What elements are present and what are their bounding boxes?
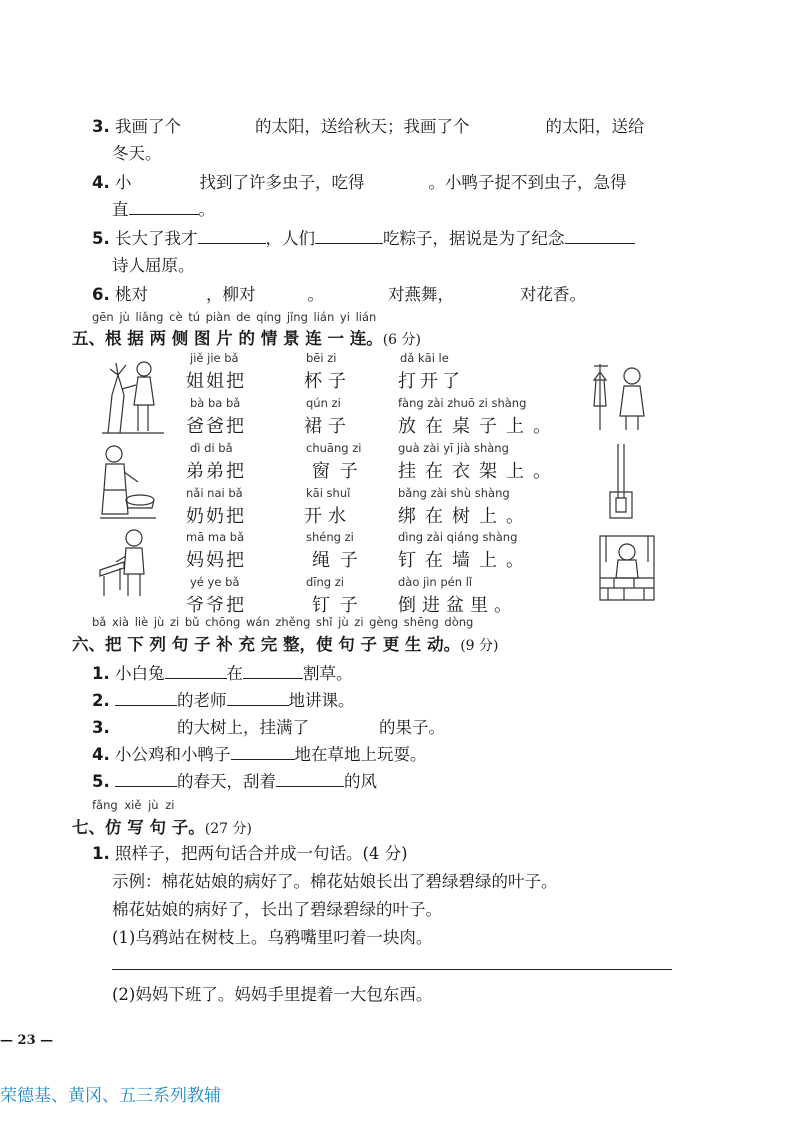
question-text: 割草。 xyxy=(303,664,353,683)
pinyin: dīng zi xyxy=(306,575,344,589)
question-7-1 xyxy=(92,843,408,865)
question-text: 桃对 xyxy=(115,285,148,304)
question-text: 照样子，把两句话合并成一句话。(4 分) xyxy=(115,844,408,863)
pinyin: bēi zi xyxy=(306,351,337,365)
question-4-4-cont xyxy=(112,199,215,221)
question-number: 1. xyxy=(92,844,110,863)
grandma-at-wall-illustration xyxy=(596,532,658,602)
question-6-5 xyxy=(92,771,377,793)
match-left-item[interactable]: 奶奶把 xyxy=(186,506,246,527)
question-text: 的果子。 xyxy=(379,718,445,737)
question-text: 小公鸡和小鸭子 xyxy=(115,745,231,764)
question-6-1 xyxy=(92,663,353,685)
question-text: 的风 xyxy=(344,772,377,791)
pinyin: dǎ kāi le xyxy=(400,351,449,365)
question-4-4 xyxy=(92,172,627,194)
question-number: 4. xyxy=(92,173,110,192)
match-middle-item[interactable]: 绳 子 xyxy=(312,550,360,571)
pinyin: kāi shuǐ xyxy=(306,486,351,500)
match-middle-item[interactable]: 裙子 xyxy=(304,416,352,437)
question-number: 3. xyxy=(92,718,110,737)
answer-blank[interactable] xyxy=(243,663,303,679)
question-number: 6. xyxy=(92,285,110,304)
pinyin: shéng zi xyxy=(306,530,354,544)
answer-blank[interactable] xyxy=(165,663,227,679)
page-number: — 23 — xyxy=(0,1033,54,1048)
example-line-2: 棉花姑娘的病好了，长出了碧绿碧绿的叶子。 xyxy=(112,900,442,919)
question-number: 4. xyxy=(92,745,110,764)
answer-blank[interactable] xyxy=(115,771,177,787)
question-number: 1. xyxy=(92,664,110,683)
question-number: 2. xyxy=(92,691,110,710)
match-right-item[interactable]: 挂在衣架上。 xyxy=(398,461,560,482)
pinyin: bà ba bǎ xyxy=(190,396,241,410)
pinyin: mā ma bǎ xyxy=(186,530,245,544)
question-6-3 xyxy=(92,717,445,739)
answer-blank[interactable] xyxy=(115,690,177,706)
section-title-text: 六、把 下 列 句 子 补 充 完 整，使 句 子 更 生 动。 xyxy=(72,635,461,654)
question-6-2 xyxy=(92,690,355,712)
section-5-pinyin: gēn jù liǎng cè tú piàn de qíng jǐng lián yi lián xyxy=(92,310,377,324)
question-text: 对花香。 xyxy=(520,285,586,304)
question-text: 直 xyxy=(112,200,129,219)
match-middle-item[interactable]: 钉 子 xyxy=(312,595,360,616)
match-left-item[interactable]: 姐姐把 xyxy=(186,371,246,392)
person-pouring-water-illustration xyxy=(98,442,158,522)
pinyin: yé ye bǎ xyxy=(190,575,240,589)
question-text: 的大树上，挂满了 xyxy=(177,718,309,737)
question-text: 小 xyxy=(115,173,132,192)
question-text: 的春天，刮着 xyxy=(177,772,276,791)
sub-question-2: (2)妈妈下班了。妈妈手里提着一大包东西。 xyxy=(112,985,433,1004)
pinyin: dào jìn pén lǐ xyxy=(398,575,473,589)
question-text: 我画了个 xyxy=(115,117,181,136)
question-4-5 xyxy=(92,228,635,250)
question-text: 对燕舞， xyxy=(388,285,454,304)
answer-blank[interactable] xyxy=(227,690,289,706)
section-score: (6 分) xyxy=(382,332,421,348)
answer-blank[interactable] xyxy=(315,228,383,244)
example-line-1: 示例：棉花姑娘的病好了。棉花姑娘长出了碧绿碧绿的叶子。 xyxy=(112,872,558,891)
answer-blank[interactable] xyxy=(231,744,295,760)
question-text: 地讲课。 xyxy=(288,691,355,710)
window-illustration xyxy=(604,442,638,520)
question-text: 在 xyxy=(226,664,243,683)
question-text: 。 xyxy=(307,285,324,304)
pinyin: guà zài yī jià shàng xyxy=(398,441,509,455)
question-text: ，人们 xyxy=(265,229,315,248)
section-6-title xyxy=(72,631,498,655)
question-4-6 xyxy=(92,284,586,306)
pinyin: nǎi nai bǎ xyxy=(186,486,243,500)
question-4-3 xyxy=(92,116,645,138)
section-title-text: 五、根 据 两 侧 图 片 的 情 景 连 一 连。 xyxy=(72,329,383,348)
section-7-pinyin: fǎng xiě jù zi xyxy=(92,798,175,812)
match-middle-item[interactable]: 窗 子 xyxy=(312,461,360,482)
match-right-item[interactable]: 打开了 xyxy=(398,371,464,392)
question-6-4 xyxy=(92,744,427,766)
sub-question-1: (1)乌鸦站在树枝上。乌鸦嘴里叼着一块肉。 xyxy=(112,928,433,947)
match-left-item[interactable]: 妈妈把 xyxy=(186,550,246,571)
girl-with-hanger-illustration xyxy=(592,362,656,432)
pinyin: fàng zài zhuō zi shàng xyxy=(398,396,527,410)
question-text: 的老师 xyxy=(177,691,227,710)
match-right-item[interactable]: 绑在树上。 xyxy=(398,506,533,527)
match-right-item[interactable]: 钉在墙上。 xyxy=(398,550,533,571)
question-text: 。 xyxy=(198,200,215,219)
match-right-item[interactable]: 放在桌子上。 xyxy=(398,416,560,437)
section-score: (27 分) xyxy=(204,821,252,837)
question-text: 吃粽子，据说是为了纪念 xyxy=(383,229,565,248)
match-middle-item[interactable]: 杯子 xyxy=(304,371,352,392)
answer-blank[interactable] xyxy=(276,771,344,787)
match-right-item[interactable]: 倒进盆里。 xyxy=(398,595,518,616)
publisher-footer: 荣德基、黄冈、五三系列教辅 xyxy=(0,1086,221,1106)
section-5-title xyxy=(72,325,421,349)
question-text: 。小鸭子捉不到虫子，急得 xyxy=(428,173,627,192)
pinyin: bǎng zài shù shàng xyxy=(398,486,510,500)
section-title-text: 七、仿 写 句 子。 xyxy=(72,818,205,837)
answer-blank[interactable] xyxy=(129,199,199,215)
pinyin: qún zi xyxy=(306,396,341,410)
pinyin: dìng zài qiáng shàng xyxy=(398,530,518,544)
question-text: 的太阳，送给秋天；我画了个 xyxy=(255,117,470,136)
question-text: 地在草地上玩耍。 xyxy=(294,745,427,764)
question-number: 5. xyxy=(92,229,110,248)
pinyin: chuāng zi xyxy=(306,441,362,455)
match-middle-item[interactable]: 开水 xyxy=(304,506,352,527)
answer-line[interactable] xyxy=(112,969,672,970)
person-tying-rope-illustration xyxy=(98,355,168,435)
question-4-5-cont: 诗人屈原。 xyxy=(112,256,195,275)
question-text: 长大了我才 xyxy=(115,229,198,248)
question-4-3-cont: 冬天。 xyxy=(112,144,162,163)
answer-blank[interactable] xyxy=(198,228,266,244)
question-number: 5. xyxy=(92,772,110,791)
pinyin: jiě jie bǎ xyxy=(190,351,239,365)
boy-with-table-illustration xyxy=(98,526,158,602)
match-left-item[interactable]: 爷爷把 xyxy=(186,595,246,616)
section-7-title xyxy=(72,814,252,838)
question-text: 小白兔 xyxy=(115,664,165,683)
section-6-pinyin: bǎ xià liè jù zi bǔ chōng wán zhěng shǐ jù zi gèng shēng dòng xyxy=(92,615,474,629)
answer-blank[interactable] xyxy=(565,228,635,244)
match-left-item[interactable]: 爸爸把 xyxy=(186,416,246,437)
section-score: (9 分) xyxy=(460,638,499,654)
question-text: 的太阳，送给 xyxy=(545,117,645,136)
match-left-item[interactable]: 弟弟把 xyxy=(186,461,246,482)
question-text: ，柳对 xyxy=(206,285,256,304)
question-number: 3. xyxy=(92,117,110,136)
question-text: 找到了许多虫子，吃得 xyxy=(199,173,365,192)
pinyin: dì di bǎ xyxy=(190,441,233,455)
